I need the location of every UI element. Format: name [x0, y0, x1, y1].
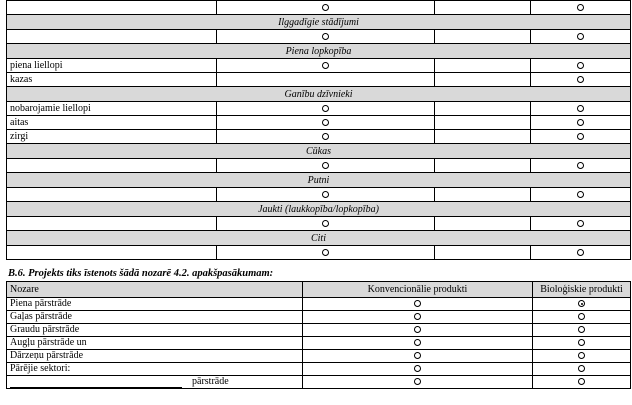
radio-organic[interactable]: [578, 313, 585, 320]
section-row: [7, 144, 631, 159]
radio-option-b[interactable]: [577, 191, 584, 198]
organic-cell: [533, 337, 631, 350]
row-label: [7, 30, 217, 44]
option-cell-a: [217, 217, 435, 231]
row-label: [7, 246, 217, 260]
radio-organic[interactable]: [578, 378, 585, 385]
conventional-cell: [303, 298, 533, 311]
option-cell-b: [531, 188, 631, 202]
nozare-label: Augļu pārstrāde un: [10, 337, 87, 348]
nozare-label: Graudu pārstrāde: [10, 324, 80, 335]
table-row: [7, 59, 631, 73]
option-cell-b: [531, 73, 631, 87]
row-label: [7, 159, 217, 173]
radio-organic[interactable]: [578, 339, 585, 346]
table-row: [7, 102, 631, 116]
spacer-cell: [435, 188, 531, 202]
row-label: nobarojamie liellopi: [7, 102, 217, 116]
row-label: [7, 188, 217, 202]
organic-cell: [533, 298, 631, 311]
section-row: [7, 44, 631, 59]
radio-organic[interactable]: [578, 352, 585, 359]
organic-cell: [533, 376, 631, 389]
organic-cell: [533, 311, 631, 324]
nozare-label: Dārzeņu pārstrāde: [10, 350, 84, 361]
radio-conventional[interactable]: [414, 326, 421, 333]
radio-option-b[interactable]: [577, 4, 584, 11]
section-title: Ganību dzīvnieki: [7, 87, 631, 102]
b6-heading: B.6. Projekts tiks īstenots šādā nozarē 4.2. apakšpasākumam:: [8, 268, 274, 279]
spacer-cell: [435, 73, 531, 87]
nozare-label: pārstrāde: [192, 376, 229, 387]
row-label: piena liellopi: [7, 59, 217, 73]
option-cell-b: [531, 116, 631, 130]
table-row: [7, 311, 631, 324]
spacer-cell: [435, 130, 531, 144]
nozare-cell: [7, 363, 303, 376]
radio-conventional[interactable]: [414, 352, 421, 359]
section-title: Ilggadīgie stādījumi: [7, 15, 631, 30]
table-row: [7, 363, 631, 376]
spacer-cell: [435, 59, 531, 73]
section-title: Citi: [7, 231, 631, 246]
table-row: [7, 116, 631, 130]
row-label: aitas: [7, 116, 217, 130]
row-label: [7, 217, 217, 231]
nozare-label: Piena pārstrāde: [10, 298, 72, 309]
option-cell-a: [217, 116, 435, 130]
nozare-cell: [7, 324, 303, 337]
option-cell-a: [217, 130, 435, 144]
radio-option-b[interactable]: [577, 162, 584, 169]
conventional-cell: [303, 350, 533, 363]
option-cell-b: [531, 217, 631, 231]
option-cell-b: [531, 159, 631, 173]
radio-option-a[interactable]: [322, 62, 329, 69]
spacer-cell: [435, 246, 531, 260]
organic-cell: [533, 363, 631, 376]
radio-conventional[interactable]: [414, 339, 421, 346]
spacer-cell: [435, 30, 531, 44]
nozare-label: Gaļas pārstrāde: [10, 311, 72, 322]
section-row: [7, 15, 631, 30]
radio-option-b[interactable]: [577, 33, 584, 40]
header-nozare: Nozare: [7, 282, 303, 298]
radio-conventional[interactable]: [414, 313, 421, 320]
radio-option-a[interactable]: [322, 4, 329, 11]
header-conventional: Konvencionālie produkti: [303, 282, 533, 298]
table-row: [7, 217, 631, 231]
table-row: [7, 30, 631, 44]
option-cell-a: [217, 159, 435, 173]
table-row: [7, 73, 631, 87]
nozare-label: Pārējie sektori:: [10, 363, 71, 374]
option-cell-b: [531, 130, 631, 144]
radio-option-a[interactable]: [322, 33, 329, 40]
sector-table: [6, 0, 631, 260]
conventional-cell: [303, 324, 533, 337]
option-cell-a: [217, 188, 435, 202]
section-row: [7, 202, 631, 217]
conventional-cell: [303, 376, 533, 389]
header-organic: Bioloģiskie produkti: [533, 282, 631, 298]
radio-conventional[interactable]: [414, 365, 421, 372]
conventional-cell: [303, 311, 533, 324]
radio-option-a[interactable]: [322, 220, 329, 227]
organic-cell: [533, 324, 631, 337]
spacer-cell: [435, 159, 531, 173]
other-sector-input[interactable]: [10, 378, 182, 388]
spacer-cell: [435, 102, 531, 116]
option-cell-b: [531, 59, 631, 73]
option-cell-a: [217, 73, 435, 87]
radio-option-b[interactable]: [577, 220, 584, 227]
option-cell-a: [217, 246, 435, 260]
option-cell-a: [217, 102, 435, 116]
table-row: [7, 376, 631, 389]
radio-organic[interactable]: [578, 326, 585, 333]
radio-option-a[interactable]: [322, 105, 329, 112]
option-cell-a: [217, 59, 435, 73]
row-label: kazas: [7, 73, 217, 87]
radio-option-b[interactable]: [577, 62, 584, 69]
organic-cell: [533, 350, 631, 363]
table-row: [7, 337, 631, 350]
radio-option-a[interactable]: [322, 133, 329, 140]
radio-conventional[interactable]: [414, 300, 421, 307]
table-row: [7, 188, 631, 202]
nozare-cell: [7, 350, 303, 363]
option-cell-b: [531, 1, 631, 15]
nozare-cell: [7, 376, 303, 389]
table-row: [7, 246, 631, 260]
radio-option-a[interactable]: [322, 249, 329, 256]
conventional-cell: [303, 363, 533, 376]
nozare-cell: [7, 337, 303, 350]
radio-option-b[interactable]: [577, 249, 584, 256]
section-title: Piena lopkopība: [7, 44, 631, 59]
table-row: [7, 350, 631, 363]
option-cell-b: [531, 30, 631, 44]
spacer-cell: [435, 1, 531, 15]
radio-option-b[interactable]: [577, 105, 584, 112]
row-label: zirgi: [7, 130, 217, 144]
option-cell-a: [217, 30, 435, 44]
radio-option-a[interactable]: [322, 162, 329, 169]
b6-table: [6, 281, 631, 389]
table-row: [7, 159, 631, 173]
spacer-cell: [435, 116, 531, 130]
radio-conventional[interactable]: [414, 378, 421, 385]
spacer-cell: [435, 217, 531, 231]
table-row: [7, 298, 631, 311]
option-cell-b: [531, 246, 631, 260]
radio-option-b[interactable]: [577, 133, 584, 140]
radio-option-a[interactable]: [322, 119, 329, 126]
section-row: [7, 173, 631, 188]
option-cell-b: [531, 102, 631, 116]
radio-option-a[interactable]: [322, 191, 329, 198]
table-row: [7, 130, 631, 144]
section-title: Putni: [7, 173, 631, 188]
radio-organic[interactable]: [578, 365, 585, 372]
section-row: [7, 231, 631, 246]
radio-option-b[interactable]: [577, 119, 584, 126]
conventional-cell: [303, 337, 533, 350]
section-title: Jaukti (laukkopība/lopkopība): [7, 202, 631, 217]
option-cell-a: [217, 1, 435, 15]
row-label: [7, 1, 217, 15]
nozare-cell: [7, 298, 303, 311]
radio-option-b[interactable]: [577, 76, 584, 83]
radio-organic[interactable]: [578, 300, 585, 307]
table-row: [7, 324, 631, 337]
b6-header-row: [7, 282, 631, 298]
section-row: [7, 87, 631, 102]
nozare-cell: [7, 311, 303, 324]
section-title: Cūkas: [7, 144, 631, 159]
table-row: [7, 1, 631, 15]
